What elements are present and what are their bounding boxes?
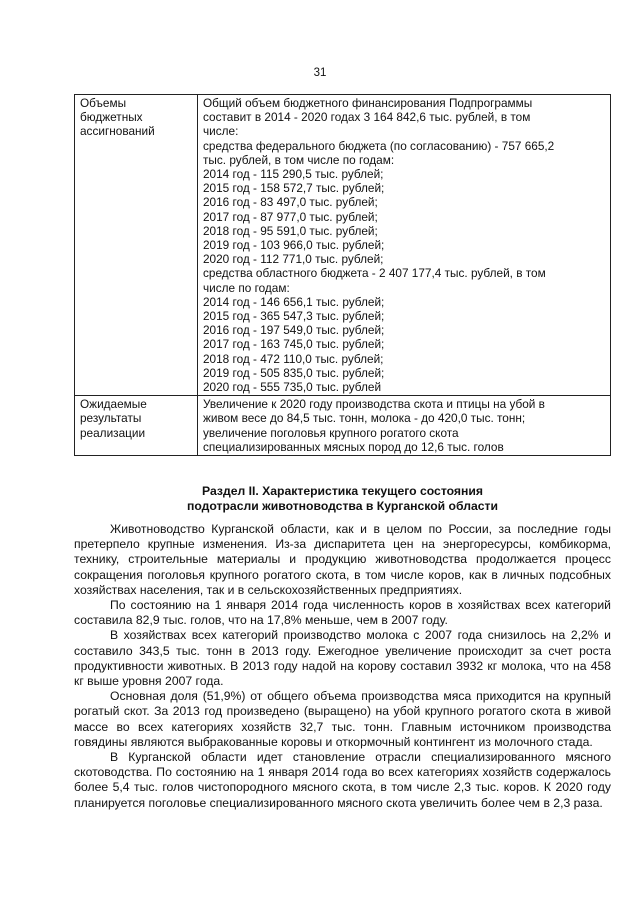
section-title-line-2: подотрасли животноводства в Курганской области [187,499,498,513]
subprogram-passport-table [74,94,611,456]
content-line: 2017 год - 163 745,0 тыс. рублей; [203,337,385,352]
content-line: увеличение поголовья крупного рогатого скота [203,425,459,440]
content-line: 2017 год - 87 977,0 тыс. рублей; [203,209,378,224]
label-line: реализации [80,425,146,440]
content-line: тыс. рублей, в том числе по годам: [203,152,395,167]
body-text [74,522,611,811]
content-line: 2019 год - 505 835,0 тыс. рублей; [203,365,385,380]
paragraph: В Курганской области идет становление отрасли специализированного мясного скотоводства. По состоянию на 1 января 2014 года во всех категориях хозяйств содержалось более 5,4 тыс. голов чистопородного мясного скота, в том числе 2,3 тыс. коров. К 2020 году планируется поголовье специализированного мясного скота увеличить более чем в 2,3 раза. [74,750,611,810]
content-line: 2015 год - 158 572,7 тыс. рублей; [203,181,385,196]
table-row-budget [75,95,611,396]
content-line: 2016 год - 83 497,0 тыс. рублей; [203,195,378,210]
content-line: 2014 год - 115 290,5 тыс. рублей; [203,167,384,182]
content-line: специализированных мясных пород до 12,6 тыс. голов [203,439,504,454]
content-line: Общий объем бюджетного финансирования Подпрограммы [203,96,533,110]
content-line: числе: [203,124,239,139]
content-line: составит в 2014 - 2020 годах 3 164 842,6 тыс. рублей, в том [203,110,531,125]
content-line: 2018 год - 472 110,0 тыс. рублей; [203,351,384,366]
paragraph: Основная доля (51,9%) от общего объема производства мяса приходится на крупный рогатый скот. За 2013 год произведено (выращено) на убой крупного рогатого скота в живой массе во всех категориях хозяйств 32,7 тыс. тонн. Главным источником производства говядины являются выбракованные коровы и откормочный контингент из молочного стада. [74,689,611,749]
content-line: 2015 год - 365 547,3 тыс. рублей; [203,309,385,324]
content-line: 2020 год - 112 771,0 тыс. рублей; [203,252,384,267]
content-line: 2014 год - 146 656,1 тыс. рублей; [203,294,385,309]
row-label-budget [75,95,198,396]
content-line: 2020 год - 555 735,0 тыс. рублей [203,380,382,395]
row-content-budget [198,95,611,396]
section-title [74,484,611,514]
content-line: Увеличение к 2020 году производства скота и птицы на убой в [203,397,545,412]
label-line: Объемы [80,96,127,110]
label-line: Ожидаемые [80,397,147,412]
content-line: 2018 год - 95 591,0 тыс. рублей; [203,223,378,238]
label-line: бюджетных [80,110,143,125]
content-line: живом весе до 84,5 тыс. тонн, молока - до 420,0 тыс. тонн; [203,411,526,426]
paragraph: В хозяйствах всех категорий производство молока с 2007 года снизилось на 2,2% и составило 343,5 тыс. тонн в 2013 году. Ежегодное увеличение происходит за счет роста продуктивности животных. В 2013 году надой на корову составил 3932 кг молока, что на 458 кг выше уровня 2007 года. [74,628,611,689]
content-line: средства областного бюджета - 2 407 177,4 тыс. рублей, в том [203,266,546,281]
paragraph: По состоянию на 1 января 2014 года численность коров в хозяйствах всех категорий составила 82,9 тыс. голов, что на 17,8% меньше, чем в 2007 году. [74,598,611,628]
content-line: 2019 год - 103 966,0 тыс. рублей; [203,238,385,253]
table-row-results [75,396,611,456]
row-label-results [75,396,198,456]
section-title-line-1: Раздел II. Характеристика текущего состояния [202,484,483,498]
label-line: ассигнований [80,124,155,139]
label-line: результаты [80,411,142,426]
row-content-results [198,396,611,456]
paragraph: Животноводство Курганской области, как и в целом по России, за последние годы претерпело крупные изменения. Из-за диспаритета цен на энергоресурсы, комбикорма, технику, строительные материалы и продукцию животноводства продолжается процесс сокращения поголовья крупного рогатого скота, в том числе коров, как в личных подсобных хозяйствах населения, так и в сельскохозяйственных предприятиях. [74,522,611,597]
content-line: средства федерального бюджета (по согласованию) - 757 665,2 [203,138,555,153]
content-line: числе по годам: [203,280,290,295]
page-number: 31 [313,67,327,79]
content-line: 2016 год - 197 549,0 тыс. рублей; [203,323,385,338]
